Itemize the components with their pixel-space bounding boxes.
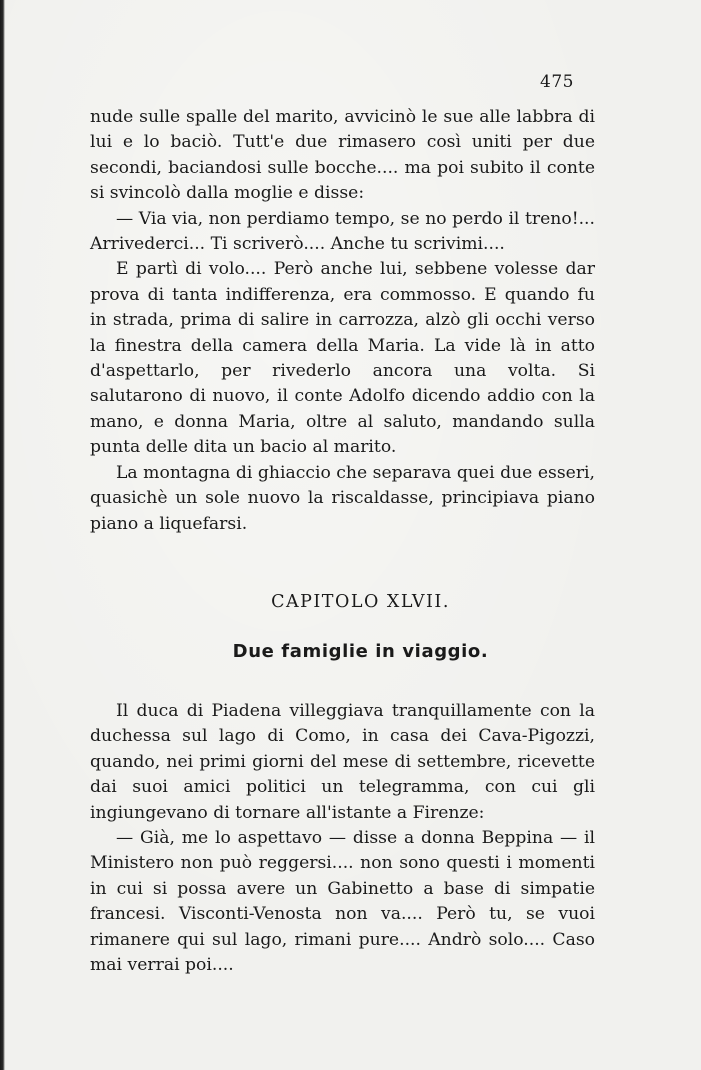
chapter-number: CAPITOLO XLVII. [271,592,450,612]
text-block-bottom [90,699,595,978]
page-number: 475 [540,72,574,92]
paragraph: La montagna di ghiaccio che separava quei due esseri, quasichè un sole nuovo la riscaldasse, principiava piano piano a liquefarsi. [90,462,595,534]
chapter-title: Due famiglie in viaggio. [232,641,489,662]
page-binding-edge [0,0,5,1070]
paragraph: E partì di volo.... Però anche lui, sebbene volesse dar prova di tanta indifferenza, era commosso. E quando fu in strada, prima di salire in carrozza, alzò gli occhi verso la finestra della camera della Maria. La vide là in atto d'aspettarlo, per rivederlo ancora una volta. Si salutarono di nuovo, il conte Adolfo dicendo addio con la mano, e donna Maria, oltre al saluto, mandando sulla punta delle dita un bacio al marito. [90,259,595,458]
paragraph: nude sulle spalle del marito, avvicinò le sue alle labbra di lui e lo baciò. Tutt'e due rimasero così uniti per due secondi, baciandosi sulle bocche.... ma poi subito il conte si svincolò dalla moglie e disse: [90,107,595,204]
text-block-top [90,105,595,537]
paragraph: — Già, me lo aspettavo — disse a donna Beppina — il Ministero non può reggersi.... non sono questi i momenti in cui si possa avere un Gabinetto a base di simpatie francesi. Visconti-Venosta non va.... Però tu, se vuoi rimanere qui sul lago, rimani pure.... Andrò solo.... Caso mai verrai poi.... [90,828,595,976]
paragraph: Il duca di Piadena villeggiava tranquillamente con la duchessa sul lago di Como, in casa dei Cava-Pigozzi, quando, nei primi giorni del mese di settembre, ricevette dai suoi amici politici un telegramma, con cui gli ingiungevano di tornare all'istante a Firenze: [90,701,595,823]
paragraph: — Via via, non perdiamo tempo, se no perdo il treno!... Arrivederci... Ti scriverò.... Anche tu scrivimi.... [90,208,595,255]
